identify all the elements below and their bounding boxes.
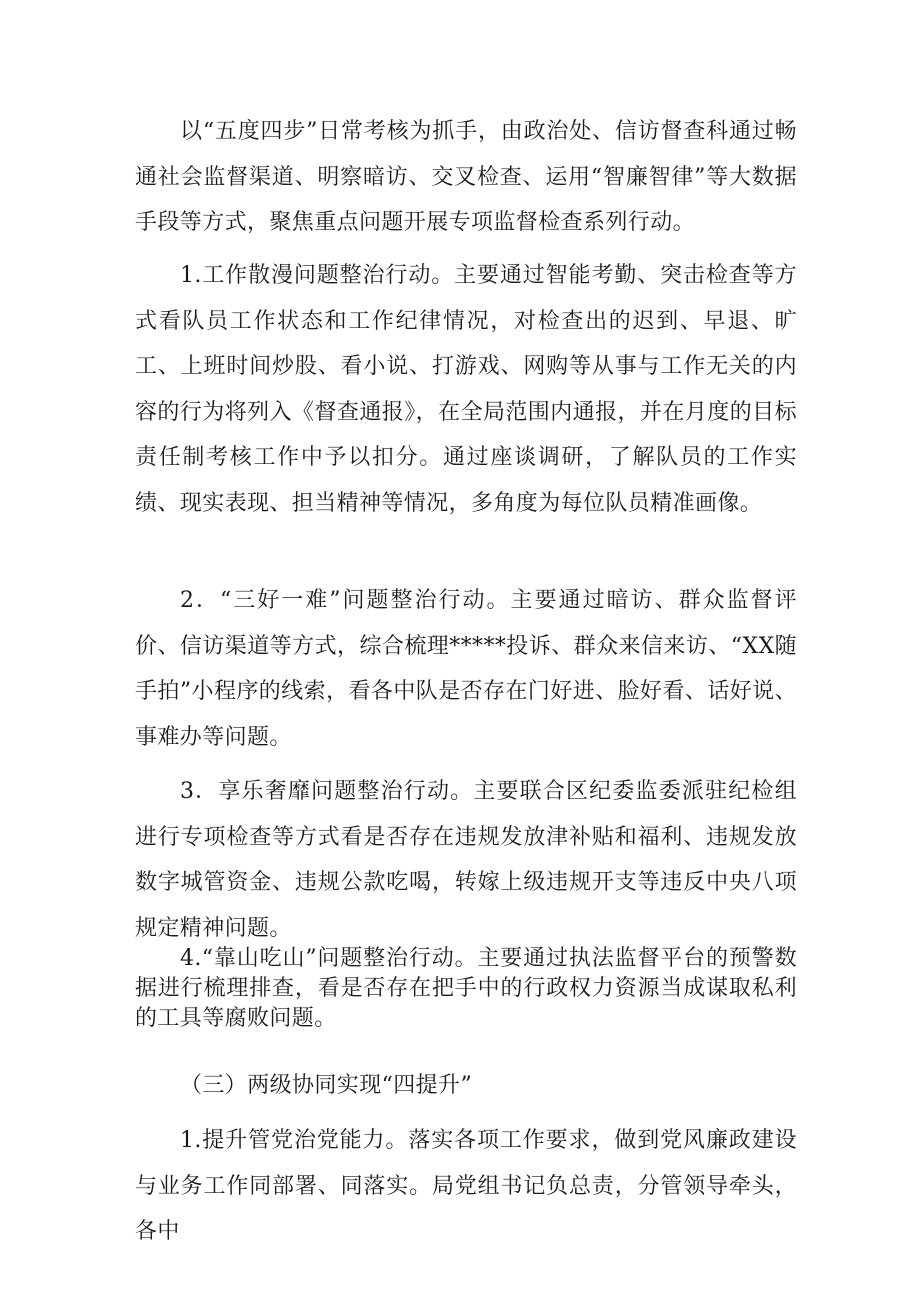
section-heading-three: （三）两级协同实现“四提升” [180, 1073, 473, 1098]
paragraph-item-3-extravagance: 3．享乐奢靡问题整治行动。主要联合区纪委监委派驻纪检组进行专项检查等方式看是否存在违规发放津补贴和福利、违规发放数字城管资金、违规公款吃喝，转嫁上级违规开支等违反中央八项规定精神问题。 [135, 779, 797, 941]
paragraph-intro: 以“五度四步”日常考核为抓手，由政治处、信访督查科通过畅通社会监督渠道、明察暗访、交叉检查、运用“智廉智律”等大数据手段等方式，聚焦重点问题开展专项监督检查系列行动。 [135, 119, 797, 235]
paragraph-item-4-abuse-of-power: 4.“靠山吃山”问题整治行动。主要通过执法监督平台的预警数据进行梳理排查，看是否存在把手中的行政权力资源当成谋取私利的工具等腐败问题。 [135, 946, 797, 1031]
paragraph-item-2-three-good-one-hard: 2．“三好一难”问题整治行动。主要通过暗访、群众监督评价、信访渠道等方式，综合梳理*****投诉、群众来信来访、“XX随手拍”小程序的线索，看各中队是否存在门好进、脸好看、话好说、事难办等问题。 [135, 588, 797, 750]
paragraph-section-three-item-1: 1.提升管党治党能力。落实各项工作要求，做到党风廉政建设与业务工作同部署、同落实。局党组书记负总责，分管领导牵头，各中 [135, 1128, 797, 1244]
paragraph-item-1-work-slackness: 1.工作散漫问题整治行动。主要通过智能考勤、突击检查等方式看队员工作状态和工作纪律情况，对检查出的迟到、早退、旷工、上班时间炒股、看小说、打游戏、网购等从事与工作无关的内容的行为将列入《督查通报》，在全局范围内通报，并在月度的目标责任制考核工作中予以扣分。通过座谈调研，了解队员的工作实绩、现实表现、担当精神等情况，多角度为每位队员精准画像。 [135, 263, 797, 516]
